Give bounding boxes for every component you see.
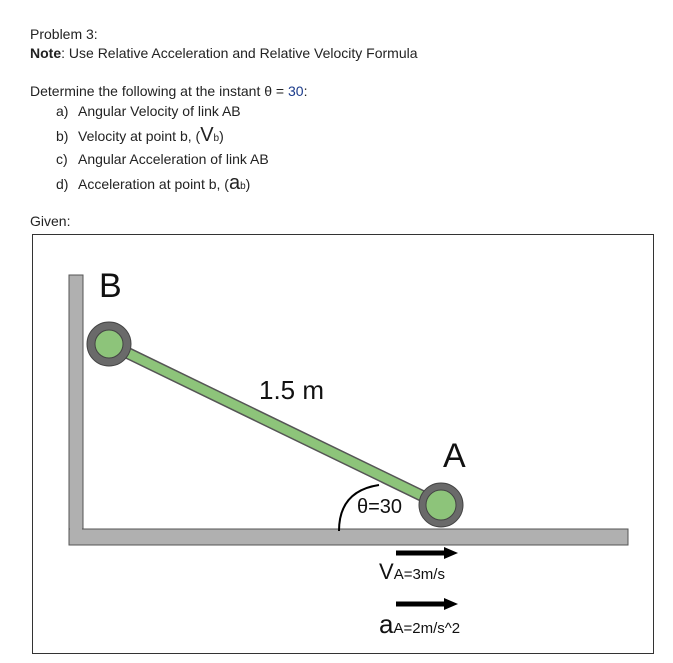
acceleration-symbol: a [228,172,241,194]
velocity-subscript: b [213,133,220,144]
question-letter: b) [56,128,69,144]
link-ab [109,344,441,505]
mechanism-svg [33,235,653,653]
question-d [56,172,269,199]
problem-number: Problem 3: [30,26,98,42]
acceleration-subscript: b [240,181,246,192]
angle-label: θ=30 [357,496,403,518]
question-a [56,103,269,127]
instructions-prefix: Determine the following at the instant θ = [30,83,288,99]
velocity-arrowhead [444,547,458,559]
acceleration-label [379,609,460,639]
velocity-label-symbol: V [379,559,394,584]
label-b: B [99,267,122,305]
question-close: ) [245,176,251,192]
question-b [56,124,269,151]
question-letter: c) [56,151,68,167]
label-a: A [443,437,466,475]
velocity-label-text: A=3m/s [393,566,445,583]
question-list [56,103,269,199]
joint-a [426,490,456,520]
note-text: : Use Relative Acceleration and Relative Velocity Formula [61,45,418,61]
question-text: Angular Velocity of link AB [78,103,241,119]
link-length: 1.5 m [259,375,325,405]
wall-corner-fill [70,276,82,544]
given-label: Given: [30,213,71,229]
acceleration-label-text: A=2m/s^2 [393,620,461,637]
acceleration-label-symbol: a [379,609,394,639]
question-text: Acceleration at point b, ( [78,176,229,192]
note-line [30,45,418,61]
mechanism-diagram [32,234,654,654]
velocity-label [379,559,445,584]
note-label: Note [30,45,62,61]
question-letter: a) [56,103,69,119]
question-letter: d) [56,176,69,192]
joint-b [95,330,123,358]
theta-value: 30 [287,83,304,99]
floor [69,529,628,545]
question-close: ) [219,128,224,144]
instructions [30,83,307,99]
question-text: Angular Acceleration of link AB [78,151,269,167]
acceleration-arrowhead [444,598,458,610]
question-text: Velocity at point b, ( [78,128,201,144]
velocity-symbol: V [200,124,214,146]
instructions-suffix: : [303,83,308,99]
